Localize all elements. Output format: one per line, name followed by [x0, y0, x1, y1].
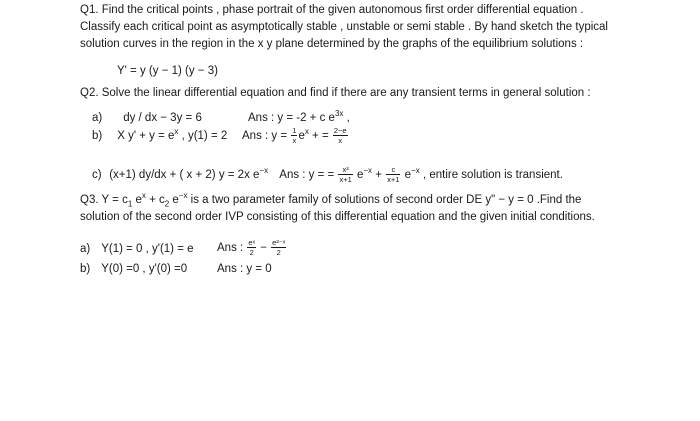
- q2-c-term1-power: −x: [363, 166, 373, 176]
- q2-c-fraction-1: [338, 165, 352, 184]
- q2-c-answer-text: Ans : y = =: [279, 169, 335, 181]
- q2-c-conclusion: , entire solution is transient.: [419, 169, 563, 181]
- q1-equation: Y' = y (y − 1) (y − 3): [117, 65, 218, 77]
- q1-line-2: Classify each critical point as asymptotically stable , unstable or semi stable . By hand sketch the typical: [80, 21, 608, 33]
- q2-a-answer-exponent: 3x: [334, 109, 344, 119]
- q2-a-row: [92, 111, 202, 125]
- q3-e1-power: x: [141, 191, 146, 201]
- q3-a-frac1-numerator: eˣ: [248, 238, 256, 248]
- q2-b-fraction-1: [291, 126, 297, 145]
- q2-b-frac2-denominator: x: [338, 136, 343, 146]
- q3-line-2: solution of the second order IVP consisting of this differential equation and the given initial conditions.: [80, 211, 595, 223]
- q3-a-answer: [217, 237, 287, 259]
- q3-line1-prefix: Q3. Y = c: [80, 194, 128, 206]
- q3-e1-base: e: [132, 194, 142, 206]
- q2-a-label: a): [92, 112, 103, 124]
- q2-b-frac1-denominator: x: [292, 136, 297, 146]
- q2-c-label: c): [92, 169, 102, 181]
- q2-heading: Q2. Solve the linear differential equation and find if there are any transient terms in general solution :: [80, 87, 591, 99]
- q2-c-frac1-numerator: x²: [338, 165, 352, 175]
- q2-a-answer: [248, 111, 350, 125]
- q3-c1-subscript: 1: [127, 199, 133, 209]
- q2-b-answer: [242, 126, 349, 146]
- q2-c-equation: (x+1) dy/dx + ( x + 2) y = 2x e: [109, 169, 260, 181]
- q2-b-exp-power: x: [304, 127, 309, 137]
- q3-c2-subscript: 2: [164, 199, 170, 209]
- q2-c-frac1-denominator: x+1: [339, 175, 352, 185]
- q2-b-equation-exponent: x: [174, 127, 179, 137]
- q3-a-fraction-1: [247, 238, 256, 257]
- q2-b-row: [92, 129, 227, 143]
- q2-b-answer-text: Ans : y =: [242, 130, 288, 142]
- q1-line-3: solution curves in the region in the x y plane determined by the graphs of the equilibrium solutions :: [80, 38, 584, 50]
- q2-c-fraction-2: [386, 165, 400, 184]
- q3-b-label: b): [80, 263, 91, 275]
- q2-b-equation: X y' + y = e: [117, 130, 175, 142]
- q3-b-answer: Ans : y = 0: [217, 263, 272, 275]
- q2-b-answer-mid: + =: [308, 130, 329, 142]
- q3-e2-base: e: [169, 194, 179, 206]
- q3-plus-c: + c: [145, 194, 165, 206]
- q3-a-fraction-2: [271, 238, 286, 257]
- q2-b-initial-condition: , y(1) = 2: [178, 130, 228, 142]
- q3-a-label: a): [80, 243, 91, 255]
- q2-c-frac2-numerator: c: [386, 165, 400, 175]
- q3-a-row: [80, 242, 194, 256]
- q3-b-condition: Y(0) =0 , y'(0) =0: [101, 263, 188, 275]
- q3-line-1: [80, 193, 581, 207]
- q3-a-frac2-denominator: 2: [276, 248, 281, 258]
- q3-a-condition: Y(1) = 0 , y'(1) = e: [101, 243, 194, 255]
- q2-b-frac2-numerator: 2−e: [333, 126, 347, 136]
- q3-a-frac1-denominator: 2: [249, 248, 254, 258]
- q2-b-frac1-numerator: 1: [292, 126, 297, 136]
- q2-a-answer-suffix: ,: [343, 112, 350, 124]
- q2-c-frac2-denominator: x+1: [387, 175, 400, 185]
- q2-a-answer-text: Ans : y = -2 + c e: [248, 112, 335, 124]
- q3-a-minus: −: [257, 242, 271, 254]
- q3-line1-rest: is a two parameter family of solutions of second order DE y" − y = 0 .Find the: [187, 194, 582, 206]
- q2-c-term2-power: −x: [411, 166, 420, 176]
- q2-c-equation-exponent: −x: [259, 166, 269, 176]
- q1-line-1: Q1. Find the critical points , phase portrait of the given autonomous first order differential equation .: [80, 4, 584, 16]
- q2-c-row: [92, 164, 563, 186]
- q2-b-exp-base: e: [298, 130, 305, 142]
- q3-b-row: [80, 262, 187, 276]
- q3-a-frac2-numerator: e²⁻ˣ: [272, 238, 286, 248]
- q2-c-term1-base: e: [353, 169, 364, 181]
- q3-a-answer-text: Ans :: [217, 242, 244, 254]
- q2-c-plus: +: [372, 169, 382, 181]
- q3-e2-power: −x: [178, 191, 188, 201]
- q2-b-label: b): [92, 130, 103, 142]
- q2-a-equation: dy / dx − 3y = 6: [123, 112, 202, 124]
- q2-b-fraction-2: [333, 126, 348, 145]
- q2-c-term2-base: e: [401, 169, 412, 181]
